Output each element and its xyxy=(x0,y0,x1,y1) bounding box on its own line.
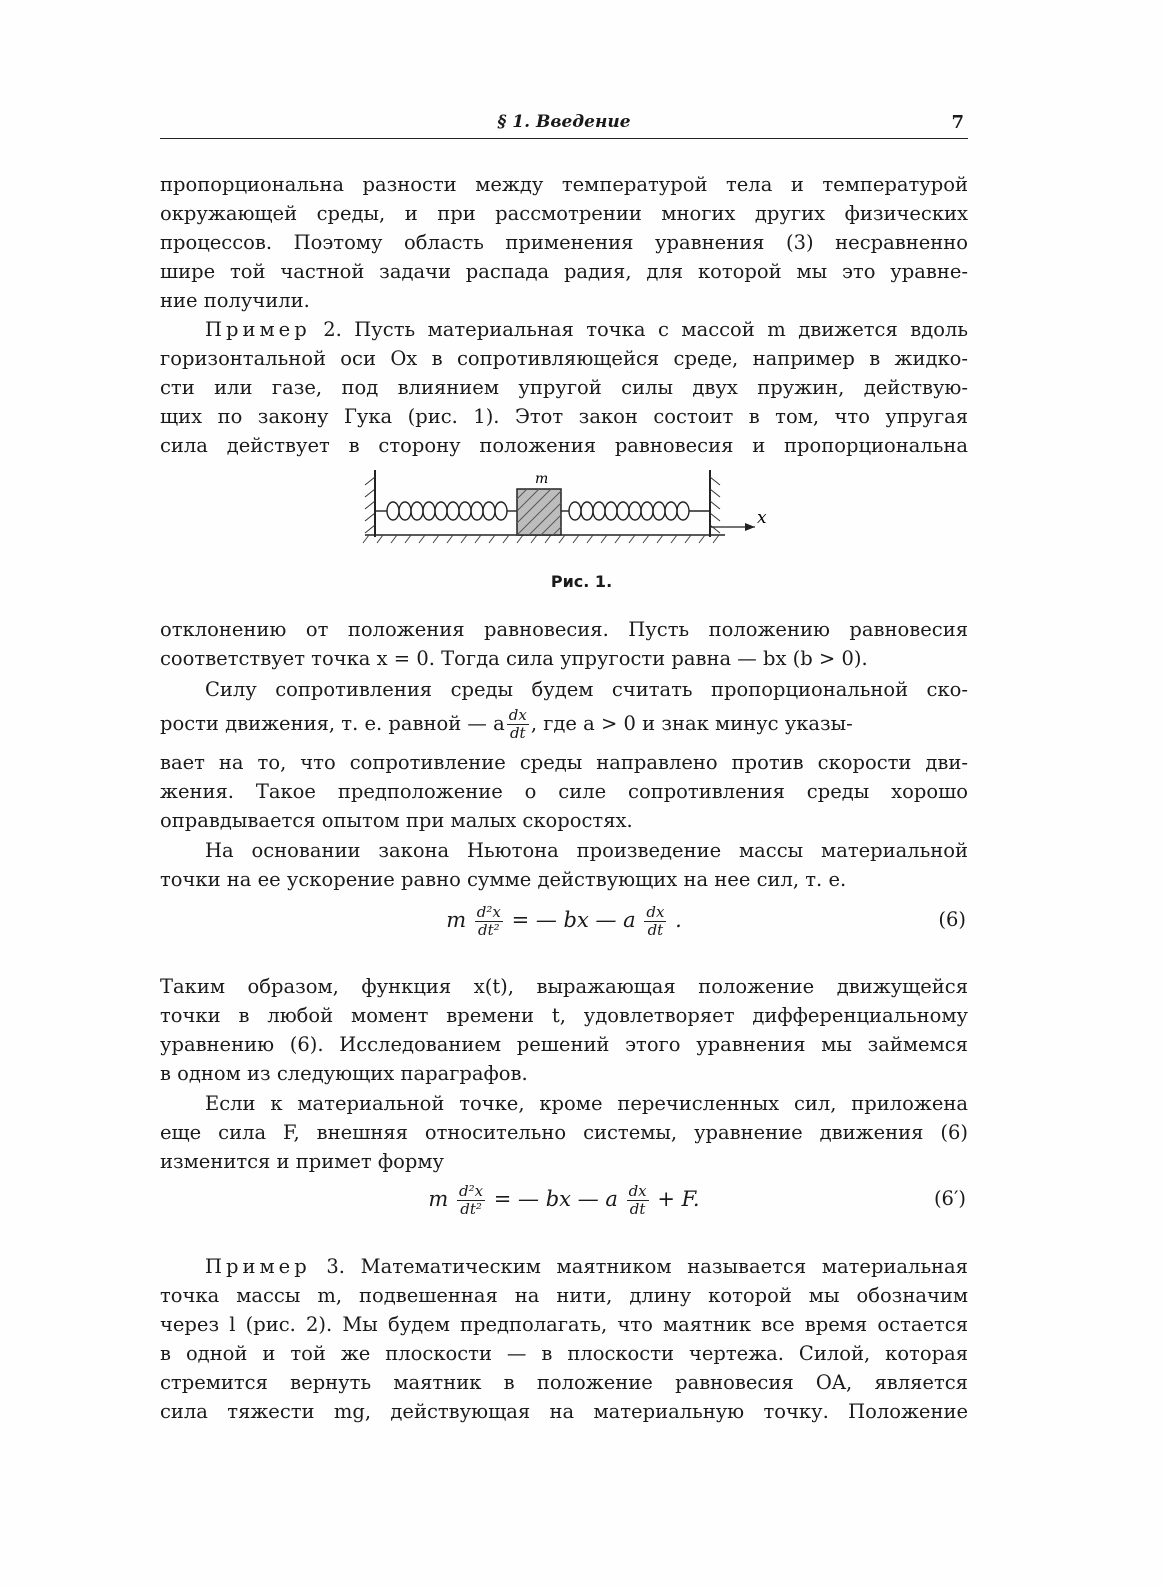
equation-tail: + F. xyxy=(657,1187,700,1211)
text-line: соответствует точка x = 0. Тогда сила упругости равна — bx (b > 0). xyxy=(160,647,868,670)
fraction-denominator: dt² xyxy=(460,1200,482,1218)
paragraph-5 xyxy=(160,836,968,894)
text-line: уравнению (6). Исследованием решений этого уравнения мы займемся xyxy=(160,1033,968,1056)
text-line: точки на ее ускорение равно сумме действующих на нее сил, т. е. xyxy=(160,868,847,891)
fraction-numerator: d²x xyxy=(476,903,501,921)
text-line: шире той частной задачи распада радия, для которой мы это уравне- xyxy=(160,260,968,283)
text-line: сти или газе, под влиянием упругой силы двух пружин, действую- xyxy=(160,376,968,399)
text-line xyxy=(160,1252,968,1281)
equation-body xyxy=(160,1183,968,1218)
text-line: точка массы m, подвешенная на нити, длину которой мы обозначим xyxy=(160,1284,968,1307)
fraction-d2x-dt2 xyxy=(475,904,503,939)
paragraph-4-continued xyxy=(160,748,968,835)
text-line: окружающей среды, и при рассмотрении многих других физических xyxy=(160,202,968,225)
text-line: процессов. Поэтому область применения уравнения (3) несравненно xyxy=(160,231,968,254)
equation-6-prime xyxy=(160,1183,968,1223)
text-line: изменится и примет форму xyxy=(160,1150,445,1173)
text-line-with-fraction xyxy=(160,702,968,746)
fraction-d2x-dt2 xyxy=(457,1183,485,1218)
text-line: стремится вернуть маятник в положение равновесия OA, является xyxy=(160,1371,968,1394)
text-line: в одной и той же плоскости — в плоскости чертежа. Силой, которая xyxy=(160,1342,968,1365)
equation-lhs: m xyxy=(446,908,467,932)
text-fragment: рости движения, т. е. равной — a xyxy=(160,712,505,735)
text-line: сила действует в сторону положения равновесия и пропорциональна xyxy=(160,434,968,457)
equation-lhs: m xyxy=(428,1187,449,1211)
equation-tail: . xyxy=(675,908,682,932)
page-header xyxy=(160,112,968,142)
x-axis-arrowhead xyxy=(745,523,755,531)
fraction-dx-dt xyxy=(644,904,666,939)
text-line: Силу сопротивления среды будем считать пропорциональной ско- xyxy=(205,678,968,701)
text-line xyxy=(160,315,968,344)
equation-rhs: = — bx — a xyxy=(511,908,636,932)
figure-spring-mass xyxy=(355,465,785,560)
text-line: отклонению от положения равновесия. Пусть положению равновесия xyxy=(160,618,968,641)
text-line: горизонтальной оси Ox в сопротивляющейся среде, например в жидко- xyxy=(160,347,968,370)
figure-caption: Рис. 1. xyxy=(550,572,613,591)
paragraph-example-2 xyxy=(160,315,968,460)
paragraph-6 xyxy=(160,972,968,1088)
text-line: щих по закону Гука (рис. 1). Этот закон состоит в том, что упругая xyxy=(160,405,968,428)
text-fragment: 3. Математическим маятником называется материальная xyxy=(310,1255,968,1278)
fraction-dx-dt xyxy=(507,707,529,742)
text-line: оправдывается опытом при малых скоростях. xyxy=(160,809,633,832)
text-line: Если к материальной точке, кроме перечисленных сил, приложена xyxy=(205,1092,968,1115)
page-number: 7 xyxy=(951,112,964,133)
header-rule xyxy=(160,138,968,139)
example-label: Пример xyxy=(205,318,311,341)
example-label: Пример xyxy=(205,1255,311,1278)
paragraph-1 xyxy=(160,170,968,315)
equation-number: (6) xyxy=(938,908,966,931)
fraction-denominator: dt² xyxy=(478,921,500,939)
fraction-numerator: d²x xyxy=(459,1182,484,1200)
floor-hatching xyxy=(363,535,719,543)
left-spring xyxy=(375,502,517,520)
fraction-denominator: dt xyxy=(509,724,526,742)
equation-number: (6′) xyxy=(933,1187,966,1210)
fraction-dx-dt xyxy=(627,1183,649,1218)
text-line: ние получили. xyxy=(160,289,310,312)
text-line: сила тяжести mg, действующая на материальную точку. Положение xyxy=(160,1400,968,1423)
left-wall-hatching xyxy=(365,477,375,533)
text-line: еще сила F, внешняя относительно системы, уравнение движения (6) xyxy=(160,1121,968,1144)
paragraph-4 xyxy=(160,675,968,704)
mass-label: m xyxy=(535,471,549,487)
text-line: пропорциональна разности между температурой тела и температурой xyxy=(160,173,968,196)
fraction-denominator: dt xyxy=(629,1200,646,1218)
text-line: вает на то, что сопротивление среды направлено против скорости дви- xyxy=(160,751,968,774)
fraction-numerator: dx xyxy=(628,1182,647,1200)
text-line: через l (рис. 2). Мы будем предполагать, что маятник все время остается xyxy=(160,1313,968,1336)
fraction-numerator: dx xyxy=(508,706,527,724)
equation-body xyxy=(160,904,968,939)
fraction-numerator: dx xyxy=(646,903,665,921)
fraction-denominator: dt xyxy=(647,921,664,939)
paragraph-3 xyxy=(160,615,968,673)
paragraph-example-3 xyxy=(160,1252,968,1426)
text-line: На основании закона Ньютона произведение массы материальной xyxy=(205,839,968,862)
paragraph-7 xyxy=(160,1089,968,1176)
text-line: Таким образом, функция x(t), выражающая положение движущейся xyxy=(160,975,968,998)
right-wall-hatching xyxy=(710,477,720,533)
running-title: § 1. Введение xyxy=(497,112,631,132)
text-line: жения. Такое предположение о силе сопротивления среды хорошо xyxy=(160,780,968,803)
x-axis-label: x xyxy=(757,508,767,528)
text-line: точки в любой момент времени t, удовлетворяет дифференциальному xyxy=(160,1004,968,1027)
right-spring xyxy=(561,502,710,520)
text-line: в одном из следующих параграфов. xyxy=(160,1062,528,1085)
equation-6 xyxy=(160,904,968,944)
text-fragment: 2. Пусть материальная точка с массой m движется вдоль xyxy=(310,318,968,341)
equation-rhs: = — bx — a xyxy=(493,1187,618,1211)
text-fragment: , где a > 0 и знак минус указы- xyxy=(530,712,853,735)
